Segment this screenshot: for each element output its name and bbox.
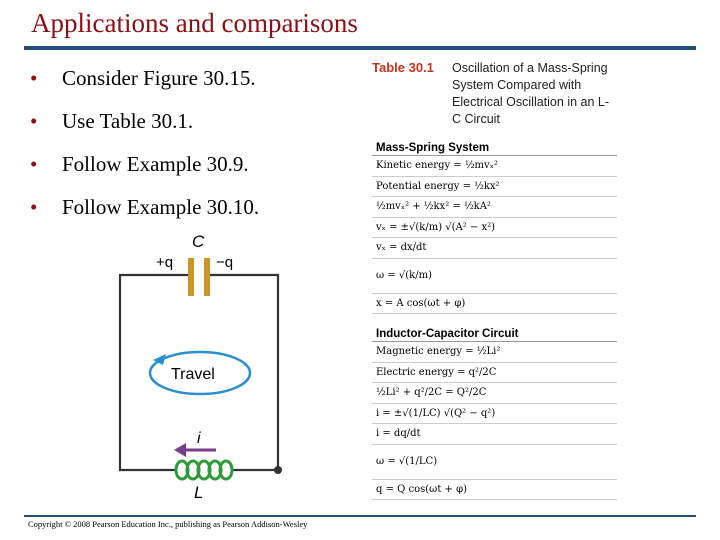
table-row: q = Q cos(ωt + φ) [372, 480, 617, 501]
table-number: Table 30.1 [372, 60, 434, 75]
bullet-dot-icon: • [30, 109, 38, 133]
table-row: ω = √(1/LC) [372, 445, 617, 480]
slide-title: Applications and comparisons [31, 8, 358, 38]
circuit-node [274, 466, 282, 474]
current-arrowhead-icon [174, 443, 186, 457]
table-caption: Oscillation of a Mass-Spring System Compared with Electrical Oscillation in an L-C Circuit [452, 61, 610, 126]
bullet-item: • Follow Example 30.10. [30, 192, 259, 235]
bullet-item: • Consider Figure 30.15. [30, 63, 259, 106]
capacitor-plate-left [188, 258, 194, 296]
bullet-item: • Use Table 30.1. [30, 106, 259, 149]
section-heading-lc-circuit: Inductor-Capacitor Circuit [372, 326, 617, 342]
table-row: x = A cos(ωt + φ) [372, 294, 617, 315]
table-row: vₓ = dx/dt [372, 238, 617, 259]
table-row: Potential energy = ½kx² [372, 177, 617, 198]
inductor-label: L [194, 483, 204, 500]
table-row: i = ±√(1/LC) √(Q² − q²) [372, 404, 617, 425]
lc-circuit-figure [108, 230, 298, 500]
bullet-list [30, 63, 259, 235]
table-row: Magnetic energy = ½Li² [372, 342, 617, 363]
bullet-dot-icon: • [30, 195, 38, 219]
comparison-table [372, 60, 617, 500]
table-header [372, 60, 617, 128]
capacitor-plate-right [204, 258, 210, 296]
table-row: Electric energy = q²/2C [372, 363, 617, 384]
plus-q-label: +q [156, 254, 174, 271]
bullet-item: • Follow Example 30.9. [30, 149, 259, 192]
minus-q-label: −q [216, 254, 234, 271]
footer-divider [24, 515, 696, 517]
table-row: vₓ = ±√(k/m) √(A² − x²) [372, 218, 617, 239]
current-label: i [197, 430, 201, 447]
table-row: ½mvₓ² + ½kx² = ½kA² [372, 197, 617, 218]
bullet-dot-icon: • [30, 152, 38, 176]
travel-label: Travel [171, 366, 215, 383]
inductor-coil [176, 461, 232, 479]
table-row: Kinetic energy = ½mvₓ² [372, 156, 617, 177]
section-heading-mass-spring: Mass-Spring System [372, 140, 617, 156]
title-divider [24, 46, 696, 50]
table-row: i = dq/dt [372, 424, 617, 445]
table-row: ½Li² + q²/2C = Q²/2C [372, 383, 617, 404]
capacitor-label: C [192, 232, 205, 251]
circuit-wire-right [210, 275, 278, 470]
table-row: ω = √(k/m) [372, 259, 617, 294]
bullet-dot-icon: • [30, 66, 38, 90]
copyright-footer: Copyright © 2008 Pearson Education Inc., publishing as Pearson Addison-Wesley [28, 519, 308, 529]
